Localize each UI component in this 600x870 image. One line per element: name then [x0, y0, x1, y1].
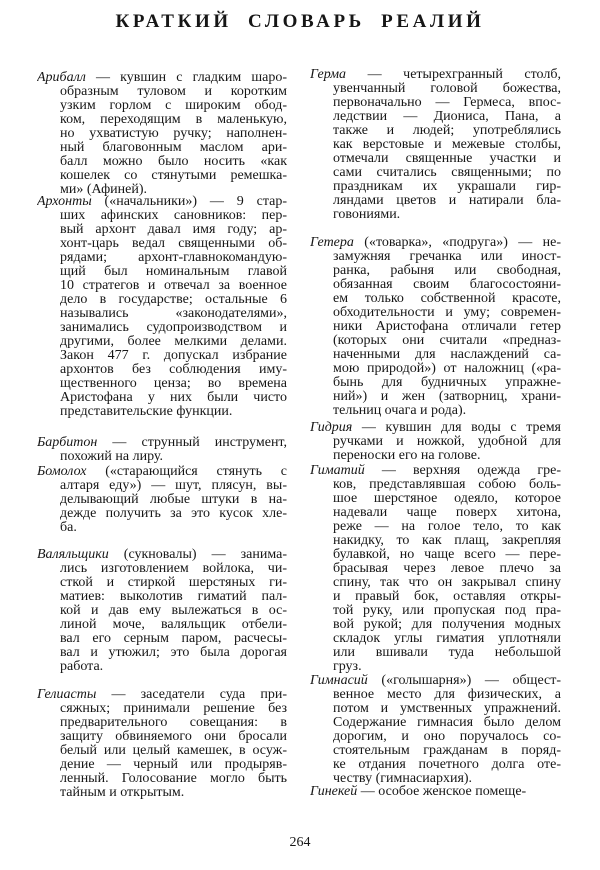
entry-line: лись изготовлением войлока, чи-: [60, 562, 287, 576]
entry-text: («начальники») — 9 стар-: [91, 195, 287, 209]
entry-line: дежде получить за это кусок хле-: [60, 507, 287, 521]
glossary-entry: [37, 465, 287, 535]
entry-line: [37, 436, 287, 450]
entry-line: кой и дав ему вылежаться в ос-: [60, 604, 287, 618]
entry-line: как верстовые и межевые столбы,: [333, 138, 561, 152]
entry-line: сами считались священными; по: [333, 166, 561, 180]
entry-line: дение — черный или продыряв-: [60, 758, 287, 772]
entry-line: ранка, рабыня или свободная,: [333, 264, 561, 278]
entry-text: — кувшин с гладким шаро-: [85, 71, 287, 85]
glossary-entry: [37, 548, 287, 674]
entry-line: кошелек со стянутыми ремешка-: [60, 169, 287, 183]
entry-line: [310, 674, 561, 688]
entry-line: делывающий любые штуки в на-: [60, 493, 287, 507]
entry-line: [310, 464, 561, 478]
entry-line: линой моче, валяльщик отбели-: [60, 618, 287, 632]
entry-text: («товарка», «подруга») — не-: [353, 236, 561, 250]
entry-line: складок углы гиматия уплотняли: [333, 632, 561, 646]
entry-line: ленный. Голосование могло быть: [60, 772, 287, 786]
entry-term: Бомолох: [37, 465, 87, 479]
entry-line: ники Аристофана отличали гетер: [333, 320, 561, 334]
entry-text: — особое женское помеще-: [357, 785, 527, 799]
entry-line: ем только собственной красоте,: [333, 292, 561, 306]
entry-text: («голышарня») — общест-: [367, 674, 561, 688]
entry-line: ке отдания почетного долга оте-: [333, 758, 561, 772]
entry-line: предварительного совещания: в: [60, 716, 287, 730]
entry-text: — струнный инструмент,: [97, 436, 287, 450]
entry-line: вал и утюжил; это была дорогая: [60, 646, 287, 660]
entry-line: накидку, то как плащ, закрепляя: [333, 534, 561, 548]
entry-line: вый архонт давал имя году; ар-: [60, 223, 287, 237]
entry-line: защиту обвиняемого они бросали: [60, 730, 287, 744]
entry-line: шое шерстяное одеяло, которое: [333, 492, 561, 506]
entry-term: Гелиасты: [37, 688, 97, 702]
entry-line: работа.: [60, 660, 104, 674]
entry-line: праздникам их украшали гир-: [333, 180, 561, 194]
glossary-entry: [310, 421, 561, 463]
entry-line: ляндами цветов и натирали бла-: [333, 194, 561, 208]
entry-line: также и людей; употреблялись: [333, 124, 561, 138]
entry-line: бынь для будничных упражне-: [333, 376, 561, 390]
entry-line: первоначально — Гермеса, впос-: [333, 96, 561, 110]
entry-line: дорогим, и оно поручалось со-: [333, 730, 561, 744]
entry-line: ших афинских сановников: пер-: [60, 209, 287, 223]
entry-term: Гидрия: [310, 421, 353, 435]
entry-line: другими, более мелкими делами.: [60, 335, 287, 349]
entry-line: сткой и стиркой шерстяных ги-: [60, 576, 287, 590]
entry-line: ми» (Афиней).: [60, 183, 148, 197]
entry-line: [37, 195, 287, 209]
entry-line: Аристофана у них были чисто: [60, 391, 287, 405]
entry-line: тельниц очага и рода).: [333, 404, 467, 418]
entry-line: [37, 688, 287, 702]
entry-line: говониями.: [333, 208, 401, 222]
entry-line: увенчанный головой божества,: [333, 82, 561, 96]
entry-line: хонт-царь ведал священными об-: [60, 237, 287, 251]
entry-line: [37, 71, 287, 85]
entry-line: обходительности и уму; современ-: [333, 306, 561, 320]
entry-line: [37, 465, 287, 479]
entry-line: замужняя гречанка или иност-: [333, 250, 561, 264]
entry-line: спину, так что он закрывал спину: [333, 576, 561, 590]
page-number: 264: [289, 835, 311, 850]
entry-line: алтаря еду») — шут, плясун, вы-: [60, 479, 287, 493]
entry-line: назывались «законодателями»,: [60, 307, 287, 321]
entry-line: балл можно было носить «как: [60, 155, 287, 169]
entry-line: 10 стратегов и отвечал за военное: [60, 279, 287, 293]
entry-line: ком, переходящим в маленькую,: [60, 113, 287, 127]
entry-line: узким горлом с широким обод-: [60, 99, 287, 113]
entry-term: Барбитон: [37, 436, 98, 450]
entry-line: венное место для физических, а: [333, 688, 561, 702]
entry-line: [310, 236, 561, 250]
entry-line: архонтов без соблюдения иму-: [60, 363, 287, 377]
entry-term: Герма: [310, 68, 346, 82]
entry-text: (сукновалы) — занима-: [108, 548, 287, 562]
entry-line: ний») и жен (затворниц, храни-: [333, 390, 561, 404]
entry-line: груз.: [333, 660, 362, 674]
entry-line: брасывая через левое плечо за: [333, 562, 561, 576]
entry-line: похожий на лиру.: [60, 450, 164, 464]
entry-line: обязанная своим благосостояни-: [333, 278, 561, 292]
entry-text: («старающийся стянуть с: [86, 465, 287, 479]
glossary-entry: [310, 785, 561, 799]
entry-line: реже — на голое тело, то как: [333, 520, 561, 534]
entry-term: Гетера: [310, 236, 354, 250]
entry-line: ков, представлявшая собою боль-: [333, 478, 561, 492]
entry-line: щественного ценза; во времена: [60, 377, 287, 391]
entry-term: Архонты: [37, 195, 92, 209]
entry-line: Содержание гимнасия было делом: [333, 716, 561, 730]
entry-text: — верхняя одежда гре-: [364, 464, 561, 478]
entry-line: мою природой») от наложниц («ра-: [333, 362, 561, 376]
entry-line: (которых они считали «предназ-: [333, 334, 561, 348]
glossary-entry: [37, 71, 287, 197]
entry-line: ледствии — Диониса, Пана, а: [333, 110, 561, 124]
glossary-entry: [37, 688, 287, 800]
entry-term: Валяльщики: [37, 548, 109, 562]
entry-line: ба.: [60, 521, 77, 535]
entry-line: белый или целый камешек, в осуж-: [60, 744, 287, 758]
glossary-entry: [310, 674, 561, 786]
entry-line: ный благовонным маслом ари-: [60, 141, 287, 155]
entry-line: потом и умственных упражнений.: [333, 702, 561, 716]
entry-line: вой рукой; для получения модных: [333, 618, 561, 632]
glossary-entry: [37, 195, 287, 419]
entry-line: переноски его на голове.: [333, 449, 481, 463]
entry-term: Гиматий: [310, 464, 365, 478]
entry-line: дело в государстве; остальные 6: [60, 293, 287, 307]
entry-term: Гинекей: [310, 785, 358, 799]
entry-line: образным туловом и коротким: [60, 85, 287, 99]
entry-line: рядами; архонт-главнокомандую-: [60, 251, 287, 265]
glossary-entry: [310, 464, 561, 674]
entry-line: матиев: выколотив гиматий пал-: [60, 590, 287, 604]
entry-line: [37, 548, 287, 562]
entry-line: занимались судопроизводством и: [60, 321, 287, 335]
entry-line: Закон 477 г. допускал избрание: [60, 349, 287, 363]
page-title: КРАТКИЙ СЛОВАРЬ РЕАЛИЙ: [115, 11, 485, 32]
entry-line: отмечали священные участки и: [333, 152, 561, 166]
glossary-entry: [310, 236, 561, 418]
entry-line: той руку, или пропуская под пра-: [333, 604, 561, 618]
entry-text: — кувшин для воды с тремя: [352, 421, 561, 435]
entry-line: или вшивали туда небольшой: [333, 646, 561, 660]
entry-line: булавкой, но чаще всего — пере-: [333, 548, 561, 562]
entry-line: тайным и открытым.: [60, 786, 185, 800]
entry-line: честву (гимнасиархия).: [333, 772, 473, 786]
entry-line: но ухватистую ручку; наполнен-: [60, 127, 287, 141]
entry-line: представительские функции.: [60, 405, 233, 419]
entry-line: щий был номинальным главой: [60, 265, 287, 279]
entry-line: и правый бок, оставляя откры-: [333, 590, 561, 604]
entry-term: Арибалл: [37, 71, 86, 85]
entry-line: наченными для наслаждений са-: [333, 348, 561, 362]
entry-line: [310, 68, 561, 82]
entry-text: — заседатели суда при-: [96, 688, 287, 702]
entry-line: [310, 785, 561, 799]
glossary-entry: [310, 68, 561, 222]
entry-line: вал его серным паром, расчесы-: [60, 632, 287, 646]
entry-line: ручками и ножкой, удобной для: [333, 435, 561, 449]
entry-term: Гимнасий: [310, 674, 368, 688]
entry-line: сяжных; принимали решение без: [60, 702, 287, 716]
glossary-entry: [37, 436, 287, 464]
entry-line: надевали чаще поверх хитона,: [333, 506, 561, 520]
entry-line: стоятельным гражданам в поряд-: [333, 744, 561, 758]
entry-line: [310, 421, 561, 435]
entry-text: — четырехгранный столб,: [346, 68, 561, 82]
